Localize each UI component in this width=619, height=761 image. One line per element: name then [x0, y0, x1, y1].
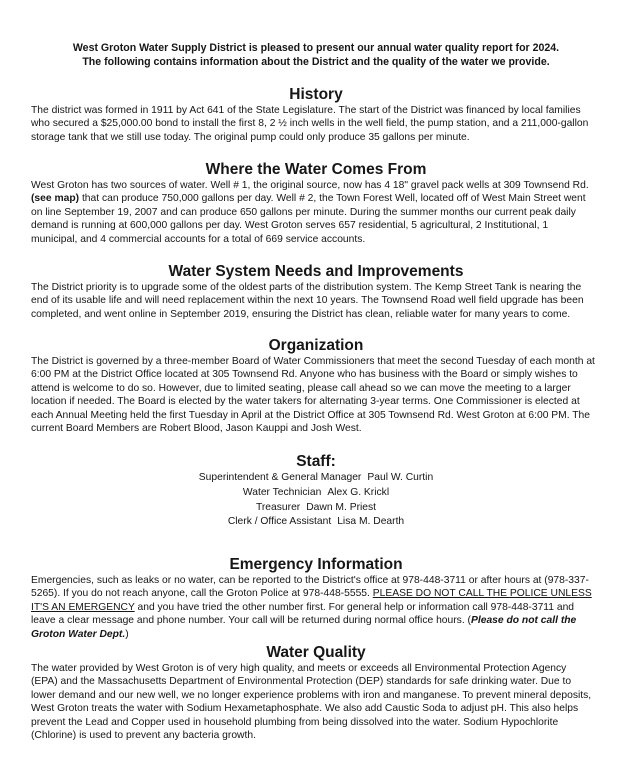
emergency-line	[31, 601, 601, 614]
do-not-call-note-cont: Groton Water Dept.	[31, 628, 126, 640]
needs-heading: Water System Needs and Improvements	[168, 263, 464, 280]
staff-role: Superintendent & General Manager	[198, 472, 362, 483]
water-quality-line: (EPA) and the Massachusetts Department of Environmental Protection (DEP) standards for safe drinking water. Due to	[31, 676, 572, 688]
police-warning-cont: IT'S AN EMERGENCY	[31, 601, 135, 613]
organization-line: 6:00 PM at the District Office located at 305 Townsend Rd. Anyone who has business with the Board or simply wishes to	[31, 369, 578, 381]
staff-role: Water Technician	[242, 486, 322, 498]
staff-name: Paul W. Curtin	[367, 472, 434, 483]
emergency-section	[31, 556, 601, 641]
needs-line: completed, and went online in September 2019, ensuring the District has clean, reliable water for many years to come.	[31, 308, 571, 320]
organization-section	[31, 337, 601, 435]
intro-line: The following contains information about the District and the quality of the water we provide.	[82, 56, 550, 68]
water-quality-line: The water provided by West Groton is of very high quality, and meets or exceeds all Environmental Protection Agency	[31, 663, 567, 674]
water-quality-text	[31, 662, 601, 742]
staff-row	[31, 515, 601, 530]
water-source-line-rest: that can produce 750,000 gallons per day. Well # 2, the Town Forest Well, located off of West Main Street went	[79, 193, 586, 205]
emergency-line	[31, 614, 601, 627]
water-source-text	[31, 179, 601, 246]
staff-role: Clerk / Office Assistant	[227, 516, 332, 528]
staff-section	[31, 453, 601, 530]
emergency-line	[31, 628, 601, 641]
needs-section	[31, 263, 601, 321]
water-quality-section	[31, 644, 601, 742]
water-source-section	[31, 161, 601, 246]
staff-name: Lisa M. Dearth	[337, 516, 405, 528]
intro	[36, 41, 596, 69]
staff-list	[31, 471, 601, 530]
staff-row	[31, 486, 601, 501]
emergency-line-part: )	[125, 628, 129, 640]
intro-line: West Groton Water Supply District is pleased to present our annual water quality report for 2024.	[72, 42, 560, 54]
organization-line: each Annual Meeting held the first Tuesday in April at the District Office at 305 Townsend Rd. West Groton at 6:00 PM. The	[31, 409, 591, 421]
staff-row	[31, 501, 601, 516]
emergency-line	[31, 587, 601, 600]
emergency-text	[31, 574, 601, 641]
needs-line: end of its usable life and will need replacement within the next 10 years. The Townsend Road well field upgrade has been	[31, 295, 584, 307]
emergency-line-part: 5265). If you do not reach anyone, call the Groton Police at 978-448-5555.	[31, 588, 373, 600]
emergency-heading: Emergency Information	[229, 556, 403, 573]
organization-line: The District is governed by a three-member Board of Water Commissioners that meet the second Tuesday of each month at	[31, 356, 595, 367]
water-source-line: demand is running at 600,000 gallons per day. West Groton serves 657 residential, 5 agricultural, 2 Institutional, 1	[31, 220, 549, 232]
water-source-line: West Groton has two sources of water. Well # 1, the original source, now has 4 18" gravel pack wells at 309 Townsend Rd.	[31, 180, 589, 191]
organization-line: attend is welcome to do so. However, due to limited seating, please call ahead so we can move the meeting to a larger	[31, 382, 571, 394]
needs-text	[31, 281, 601, 321]
water-quality-line: lower demand and our new well, we no longer experience problems with iron and manganese. To prevent mineral deposits,	[31, 689, 592, 701]
water-quality-heading: Water Quality	[266, 644, 366, 661]
water-source-line: municipal, and 4 commercial accounts for a total of 669 service accounts.	[31, 233, 366, 245]
history-text	[31, 104, 601, 144]
see-map-reference: (see map)	[31, 193, 80, 205]
history-line: storage tank that we still use today. The original pump could only produce 35 gallons per minute.	[31, 131, 470, 143]
history-heading: History	[289, 86, 343, 103]
water-source-heading: Where the Water Comes From	[205, 161, 427, 178]
organization-line: location if needed. The Board is elected by the water takers for alternating 3-year terms. One Commissioner is elected at	[31, 396, 580, 408]
emergency-line: Emergencies, such as leaks or no water, can be reported to the District's office at 978-448-3711 or after hours at (978-337-	[31, 575, 589, 586]
history-section	[31, 86, 601, 144]
history-line: who secured a $25,000.00 bond to install the first 8, 2 ½ inch wells in the well field, the pump station, and a 211,000-gallon	[31, 118, 589, 130]
water-quality-line: prevent the Lead and Copper used in household plumbing from being dissolved into the water. Sodium Hypochlorite	[31, 716, 559, 728]
organization-text	[31, 355, 601, 435]
water-quality-line: (Chlorine) is used to prevent any bacteria growth.	[31, 730, 256, 742]
staff-role: Treasurer	[255, 501, 301, 513]
emergency-line-part: and you have tried the other number first. For general help or information call 978-448-3711 and	[134, 601, 575, 613]
water-source-line	[31, 192, 601, 205]
water-source-line: on line September 19, 2007 and can produce 650 gallons per minute. During the summer months our current peak daily	[31, 206, 576, 218]
organization-heading: Organization	[268, 337, 364, 354]
water-quality-line: West Groton treats the water with Sodium Hexametaphosphate. We also add Caustic Soda to adjust pH. This also helps	[31, 703, 579, 715]
staff-name: Alex G. Krickl	[327, 486, 390, 498]
staff-heading: Staff:	[296, 453, 336, 470]
organization-line: current Board Members are Robert Blood, Jason Kauppi and Josh West.	[31, 423, 362, 435]
history-line: The district was formed in 1911 by Act 641 of the State Legislature. The start of the District was financed by local families	[31, 105, 581, 116]
do-not-call-note: Please do not call the	[470, 615, 577, 627]
emergency-line-part: leave a clear message and phone number. Your call will be returned during normal office hours. (	[31, 615, 471, 627]
police-warning: PLEASE DO NOT CALL THE POLICE UNLESS	[372, 588, 592, 600]
staff-name: Dawn M. Priest	[306, 501, 377, 513]
staff-row	[31, 471, 601, 486]
needs-line: The District priority is to upgrade some of the oldest parts of the distribution system. The Kemp Street Tank is nearing the	[31, 282, 582, 293]
